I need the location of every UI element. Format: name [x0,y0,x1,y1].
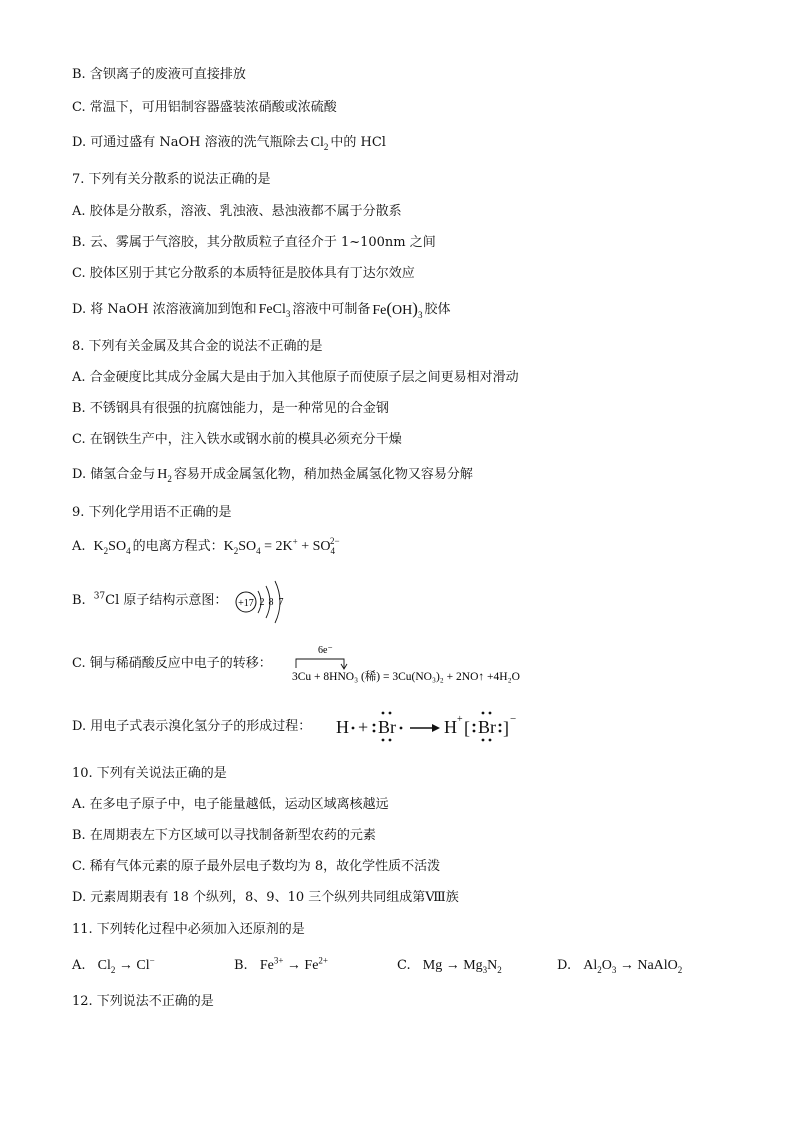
svg-text:Br: Br [378,717,396,737]
q10-option-d: D. 元素周期表有 18 个纵列，8、9、10 三个纵列共同组成第Ⅷ族 [72,890,459,905]
q7-option-b: B. 云、雾属于气溶胶，其分散质粒子直径介于 1~100nm 之间 [72,235,436,250]
cl-atom-structure-diagram [234,577,294,627]
svg-text:H: H [444,717,457,737]
q7-option-c: C. 胶体区别于其它分散系的本质特征是胶体具有丁达尔效应 [72,266,415,281]
q11-option-c: C. $Mg \to Mg_3N_2$ [397,958,502,975]
q10-option-c: C. 稀有气体元素的原子最外层电子数均为 8，故化学性质不活泼 [72,859,441,874]
q11-option-d: D. $Al_2O_3$ → NaAlO$_2$ [557,958,683,975]
q6-option-c: C. 常温下，可用铝制容器盛装浓硝酸或浓硫酸 [72,100,337,115]
svg-text:[: [ [464,718,470,738]
q6-d-formula: $Cl_2$ [310,135,329,152]
q6-d-suffix: 中的 HCl [330,135,386,150]
q9-option-c: C. 铜与稀硝酸反应中电子的转移： [72,656,272,671]
q7-d-fecl3: FeCl$_3$ [258,302,291,319]
svg-text:+: + [457,714,463,725]
q11-option-a: A. $Cl_2 \to Cl^-$ [72,955,155,975]
shell-1-count: 2 [259,597,265,608]
q7-stem: 7. 下列有关分散系的说法正确的是 [72,172,271,187]
q9-b-label: B. [72,593,86,608]
svg-text:−: − [510,713,517,725]
q6-option-b: B. 含钡离子的废液可直接排放 [72,67,246,82]
q9-a-k2so4: $K_2SO_4$ [93,539,131,556]
q11-stem: 11. 下列转化过程中必须加入还原剂的是 [72,922,305,937]
shell-3-count: 7 [278,597,284,608]
q10-option-a: A. 在多电子原子中，电子能量越低，运动区域离核越远 [72,797,389,812]
q7-d-prefix: D. 将 NaOH 浓溶液滴加到饱和 [72,302,257,317]
q7-option-a: A. 胶体是分散系，溶液、乳浊液、悬浊液都不属于分散系 [72,204,402,219]
svg-text:Br: Br [478,717,496,737]
q8-option-b: B. 不锈钢具有很强的抗腐蚀能力，是一种常见的合金钢 [72,401,389,416]
q9-a-label: A. [72,539,86,554]
q9-b-text: $^{37}$Cl 原子结构示意图： [93,591,228,608]
hbr-electron-formula [334,707,534,747]
shell-2-count: 8 [268,597,274,608]
q9-option-a [72,538,345,556]
q8-option-a: A. 合金硬度比其成分金属大是由于加入其他原子而使原子层之间更易相对滑动 [72,370,519,385]
electron-count-label: 6e⁻ [318,645,333,656]
q8-d-prefix: D. 储氢合金与 [72,467,156,482]
redox-equation: 3Cu + 8HNO₃ (稀) = 3Cu(NO₃)₂ + 2NO↑ +4H₂O [292,671,520,683]
q8-option-c: C. 在钢铁生产中，注入铁水或钢水前的模具必须充分干燥 [72,432,402,447]
q12-stem: 12. 下列说法不正确的是 [72,994,214,1009]
q7-d-suffix: 胶体 [424,302,451,317]
svg-text:+: + [358,717,369,737]
q6-d-prefix: D. 可通过盛有 NaOH 溶液的洗气瓶除去 [72,135,309,150]
nucleus-label: +17 [238,598,254,609]
q8-stem: 8. 下列有关金属及其合金的说法不正确的是 [72,339,323,354]
q10-option-b: B. 在周期表左下方区域可以寻找制备新型农药的元素 [72,828,376,843]
svg-text:H: H [336,717,349,737]
q8-option-d [72,466,473,484]
q7-d-feoh3: $Fe(OH)_3$ [372,299,423,320]
svg-text:]: ] [503,718,509,738]
q11-option-b: B. $Fe^{3+} \to Fe^{2+}$ [234,955,328,973]
q8-d-suffix: 容易开成金属氢化物，稍加热金属氢化物又容易分解 [173,467,473,482]
q9-option-b [72,592,227,610]
q9-option-d: D. 用电子式表示溴化氢分子的形成过程： [72,719,312,734]
q9-stem: 9. 下列化学用语不正确的是 [72,505,232,520]
q8-d-h2: $H_2$ [157,467,172,484]
electron-transfer-equation [288,642,578,686]
q9-a-equation: $K_2SO_4 = 2K^+ + SO_4^{2-}$ [223,536,340,556]
q10-stem: 10. 下列有关说法正确的是 [72,766,227,781]
q7-option-d [72,300,450,320]
q7-d-mid: 溶液中可制备 [292,302,371,317]
q6-option-d [72,134,386,152]
q9-a-mid: 的电离方程式： [132,539,224,554]
